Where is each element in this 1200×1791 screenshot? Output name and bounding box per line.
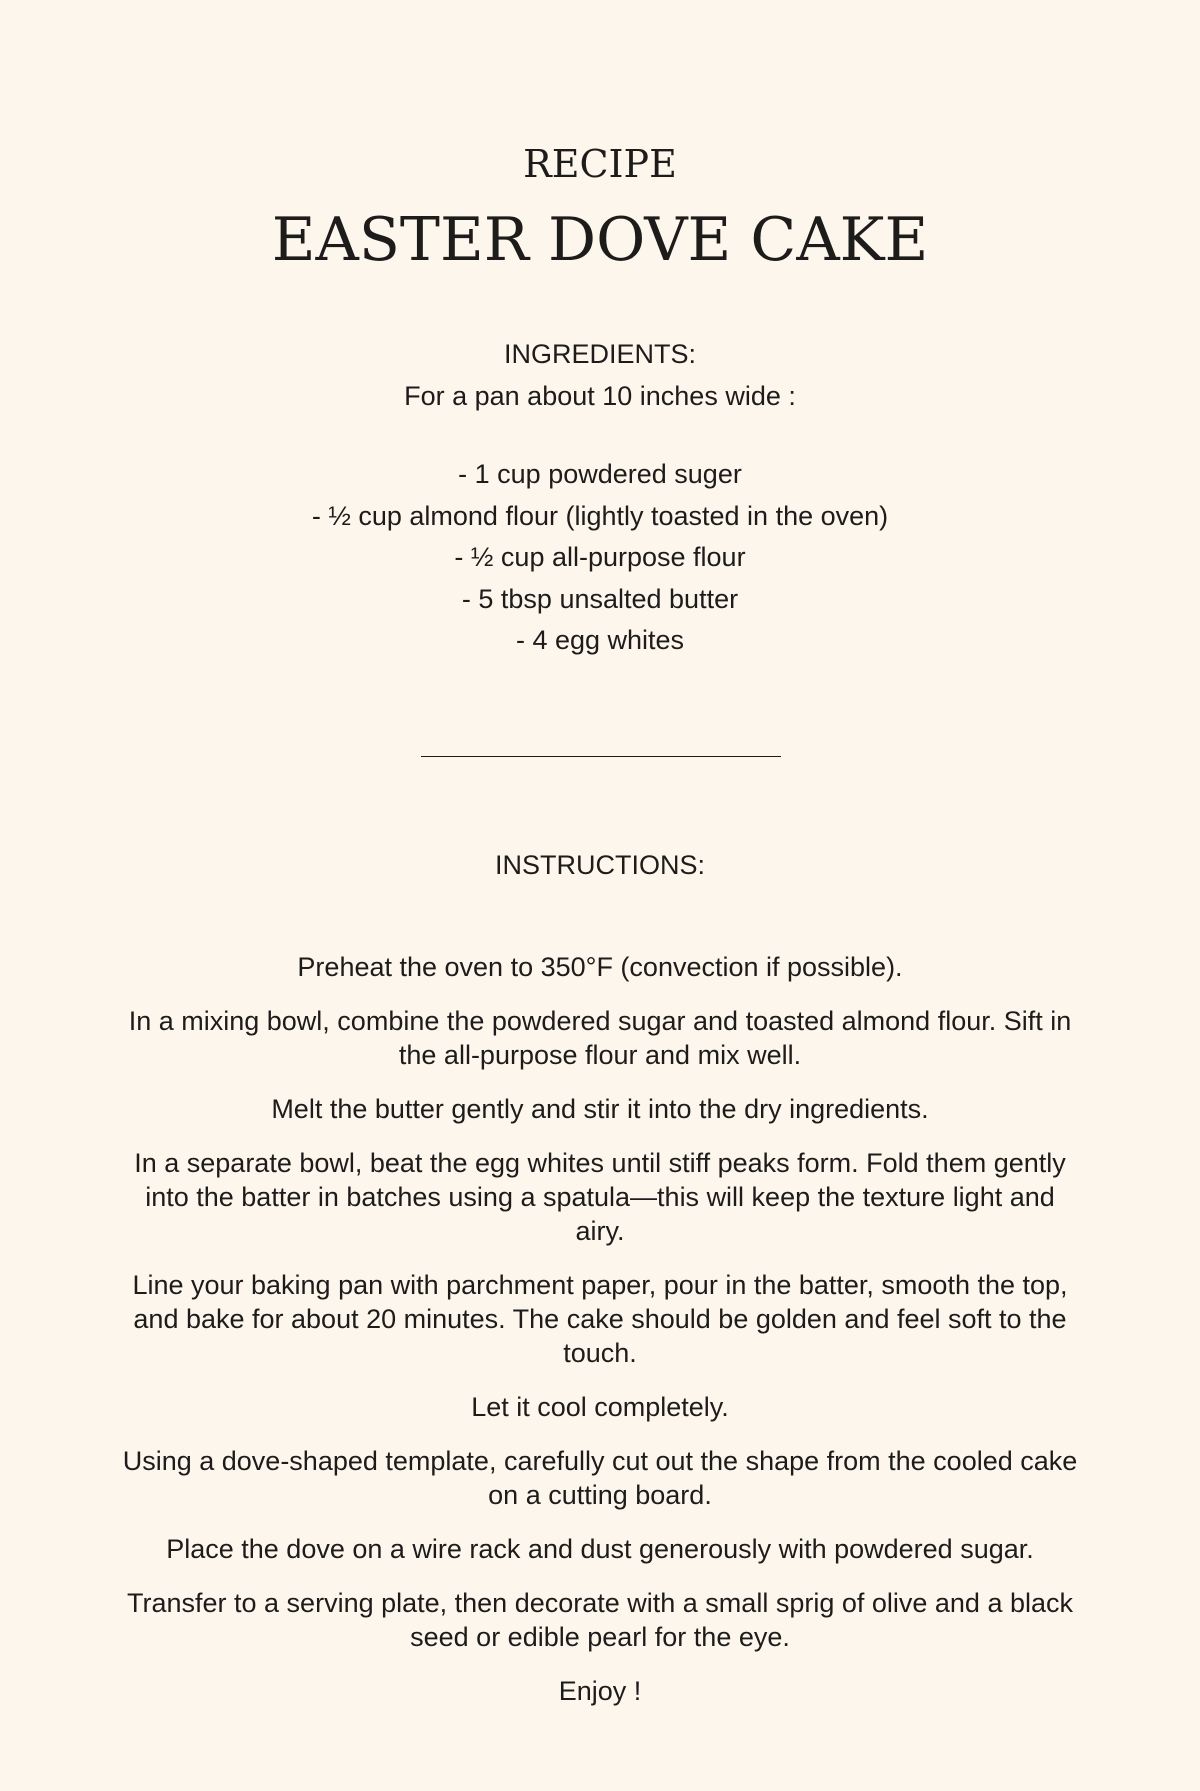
- instruction-step: Line your baking pan with parchment paper, pour in the batter, smooth the top, and bake for about 20 minutes. The cake should be golden and feel soft to the touch.: [132, 1270, 1068, 1368]
- ingredient-item: - 1 cup powdered suger: [458, 459, 742, 489]
- ingredients-heading: INGREDIENTS:: [503, 339, 697, 369]
- instruction-step: Enjoy !: [558, 1676, 642, 1706]
- instruction-step: Melt the butter gently and stir it into the dry ingredients.: [271, 1094, 929, 1124]
- recipe-title: EASTER DOVE CAKE: [271, 205, 929, 275]
- instruction-step: Transfer to a serving plate, then decorate with a small sprig of olive and a black seed or edible pearl for the eye.: [127, 1588, 1073, 1652]
- ingredient-item: - ½ cup almond flour (lightly toasted in the oven): [311, 500, 889, 531]
- instruction-step: Using a dove-shaped template, carefully cut out the shape from the cooled cake on a cutting board.: [122, 1446, 1078, 1510]
- recipe-kicker: RECIPE: [523, 142, 677, 186]
- ingredient-item: - ½ cup all-purpose flour: [454, 542, 746, 572]
- ingredient-item: - 4 egg whites: [515, 625, 685, 655]
- instruction-step: Preheat the oven to 350°F (convection if possible).: [297, 952, 903, 982]
- instructions-heading: INSTRUCTIONS:: [494, 850, 705, 880]
- instruction-step: Let it cool completely.: [471, 1392, 729, 1422]
- instruction-step: In a separate bowl, beat the egg whites until stiff peaks form. Fold them gently into the batter in batches using a spatula—this will keep the texture light and airy.: [134, 1148, 1066, 1246]
- ingredients-subheading: For a pan about 10 inches wide :: [404, 381, 796, 411]
- instruction-step: In a mixing bowl, combine the powdered sugar and toasted almond flour. Sift in the all-purpose flour and mix well.: [128, 1006, 1072, 1070]
- instructions-list: [120, 950, 1080, 1728]
- ingredient-item: - 5 tbsp unsalted butter: [461, 583, 739, 614]
- ingredients-list: [0, 454, 1200, 662]
- instruction-step: Place the dove on a wire rack and dust generously with powdered sugar.: [166, 1534, 1034, 1564]
- section-divider: [421, 756, 781, 757]
